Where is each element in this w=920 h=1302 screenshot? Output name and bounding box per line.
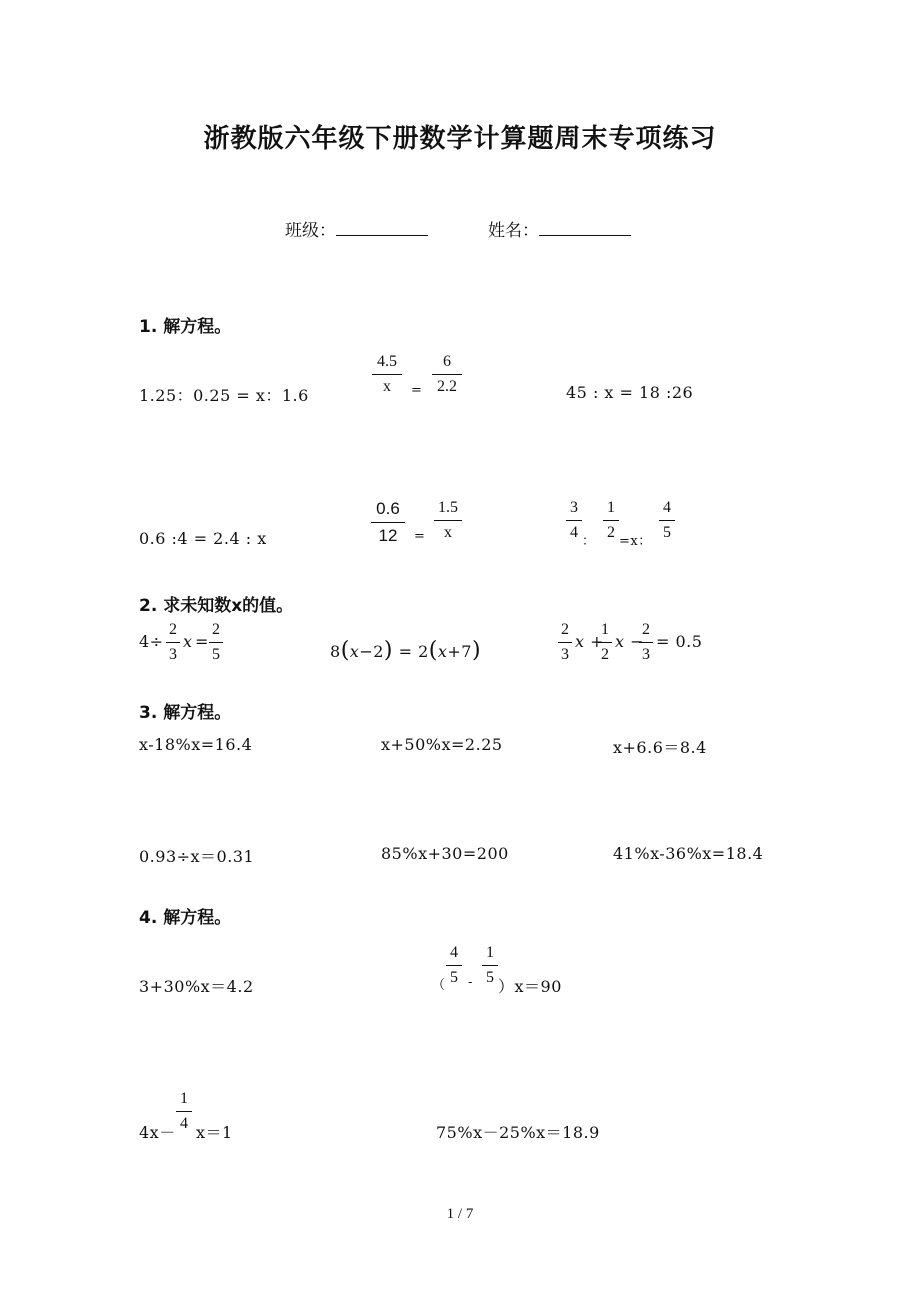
denominator: 2.2	[437, 378, 457, 395]
section-1-title: 1. 解方程。	[139, 317, 232, 337]
left-paren: （	[432, 978, 446, 993]
equation-term: x +	[575, 632, 605, 651]
equals-sign: =	[411, 383, 423, 398]
equals-sign: =	[414, 529, 426, 544]
class-label: 班级：	[285, 221, 336, 241]
equation-middle: =x：	[619, 534, 652, 549]
s1-equation-1: 1.25：0.25 = x：1.6	[139, 386, 309, 405]
equals-term: = 2	[398, 642, 429, 661]
class-field	[285, 216, 428, 241]
denominator: 5	[486, 969, 494, 986]
fraction	[446, 944, 462, 987]
name-label: 姓名：	[488, 221, 539, 241]
fraction	[176, 1090, 192, 1133]
denominator: 5	[450, 969, 458, 986]
s3-equation-5: 85%x+30=200	[381, 844, 509, 863]
numerator: 4.5	[372, 353, 402, 375]
fraction	[659, 499, 675, 542]
s1-equation-4: 0.6 :4 = 2.4 : x	[139, 529, 267, 548]
ratio-sign: ：	[582, 534, 596, 549]
numerator: 2	[639, 621, 653, 643]
s4-equation-1: 3+30%x＝4.2	[139, 977, 254, 996]
name-field	[488, 216, 631, 241]
equation-prefix: 4÷	[139, 632, 164, 651]
numerator: 1	[482, 944, 498, 966]
denominator: 4	[180, 1115, 188, 1132]
s3-equation-6: 41%x-36%x=18.4	[613, 844, 764, 863]
left-paren: (	[428, 638, 438, 663]
equation-rhs: x＝1	[196, 1123, 233, 1142]
denominator: x	[444, 524, 452, 541]
equals-sign: =	[195, 632, 209, 651]
denominator: 4	[570, 524, 578, 541]
numerator: 2	[166, 621, 180, 643]
numerator: 4	[446, 944, 462, 966]
fraction	[434, 499, 462, 542]
fraction	[371, 499, 405, 546]
minus-sign: -	[468, 975, 473, 990]
section-3-title: 3. 解方程。	[139, 703, 232, 723]
numerator: 2	[558, 621, 572, 643]
fraction	[432, 353, 462, 396]
section-4-title: 4. 解方程。	[139, 908, 232, 928]
fraction	[482, 944, 498, 987]
right-paren: )	[383, 638, 393, 663]
denominator: 3	[169, 646, 177, 663]
numerator: 1	[176, 1090, 192, 1112]
denominator: 3	[642, 646, 650, 663]
denominator: x	[383, 378, 391, 395]
denominator: 3	[561, 646, 569, 663]
fraction	[558, 621, 572, 664]
class-blank[interactable]	[336, 221, 428, 236]
name-blank[interactable]	[539, 221, 631, 236]
fraction	[598, 621, 612, 664]
fraction	[566, 499, 582, 542]
right-paren: )	[471, 638, 482, 663]
page-title: 浙教版六年级下册数学计算题周末专项练习	[203, 124, 717, 154]
denominator: 2	[601, 646, 609, 663]
left-paren: (	[340, 638, 350, 663]
equation-rhs: ）x＝90	[498, 977, 562, 996]
s1-equation-3: 45 : x = 18 :26	[566, 383, 694, 402]
fraction	[209, 621, 223, 664]
s3-equation-2: x+50%x=2.25	[381, 735, 503, 754]
variable-x: x	[183, 632, 193, 651]
s3-equation-1: x-18%x=16.4	[139, 735, 253, 754]
coefficient: 8	[330, 642, 341, 661]
denominator: 12	[378, 526, 398, 545]
plus-term: +7	[447, 642, 472, 661]
numerator: 1	[603, 499, 619, 521]
fraction	[372, 353, 402, 396]
fraction	[603, 499, 619, 542]
denominator: 5	[212, 646, 220, 663]
s2-equation-2	[330, 638, 481, 663]
fraction	[166, 621, 180, 664]
denominator: 2	[607, 524, 615, 541]
numerator: 3	[566, 499, 582, 521]
page-number: 1 / 7	[446, 1206, 474, 1222]
minus-term: −2	[359, 642, 384, 661]
s3-equation-3: x+6.6＝8.4	[613, 738, 707, 757]
numerator: 1	[598, 621, 612, 643]
numerator: 2	[209, 621, 223, 643]
section-2-title: 2. 求未知数x的值。	[139, 596, 294, 616]
numerator: 0.6	[371, 499, 405, 523]
numerator: 4	[659, 499, 675, 521]
denominator: 5	[663, 524, 671, 541]
s4-equation-4: 75%x－25%x＝18.9	[436, 1123, 600, 1142]
fraction	[639, 621, 653, 664]
variable-x: x	[349, 642, 360, 661]
numerator: 6	[432, 353, 462, 375]
s3-equation-4: 0.93÷x＝0.31	[139, 847, 255, 866]
numerator: 1.5	[434, 499, 462, 521]
variable-x: x	[437, 642, 448, 661]
equation-prefix: 4x－	[139, 1123, 176, 1142]
equation-rhs: = 0.5	[656, 632, 703, 651]
equation-term: x −	[615, 632, 645, 651]
